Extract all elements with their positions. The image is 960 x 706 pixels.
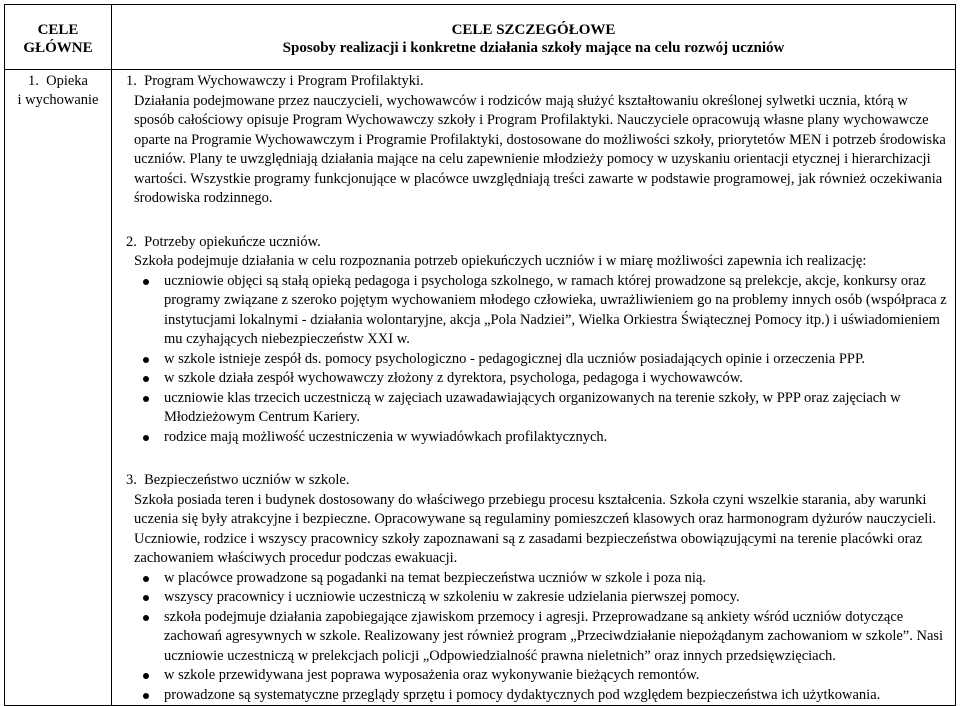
section-title: 2. Potrzeby opiekuńcze uczniów. [126,233,321,250]
section-safety [126,471,949,705]
list-item-text: w szkole działa zespół wychowawczy złożony z dyrektora, psychologa, pedagoga i wychowawców. [164,370,743,386]
content-row [5,70,956,706]
list-item [164,428,949,448]
bullet-icon [143,357,149,363]
list-item-text: w szkole istnieje zespół ds. pomocy psychologiczno - pedagogicznej dla uczniów posiadających opinie i orzeczenia PPP. [164,350,866,367]
detailed-goals-subtitle: Sposoby realizacji i konkretne działania szkoły mające na celu rozwój uczniów [282,40,785,56]
list-item-text: w szkole przewidywana jest poprawa wyposażenia oraz wykonywanie bieżących remontów. [164,667,700,683]
list-item-text: szkoła podejmuje działania zapobiegające zjawiskom przemocy i agresji. Przeprowadzane są ankiety wśród uczniów dotyczące zachowań agresywnych w szkole. Realizowany jest również program „Przeciwdziałanie niepożądanym zachowaniom w szkole”. Nasi uczniowie uczestniczą w prelekcjach policji „Odpowiedzialność prawna nieletnich” oraz innych przedsięwzięciach. [164,608,944,664]
detailed-goals-header [112,5,956,70]
section-title: 1. Program Wychowawczy i Program Profilaktyki. [126,73,424,89]
section-care-needs [126,233,949,448]
main-goals-line2: GŁÓWNE [23,40,93,56]
goal-label-line2: i wychowanie [17,92,99,108]
goals-table [4,4,956,706]
section-paragraph: Działania podejmowane przez nauczycieli, wychowawców i rodziców mają służyć kształtowaniu określonej sylwetki ucznia, którą w sposób całościowy opisuje Program Wychowawczy szkoły i Program Profilaktyki. Nauczyciele opracowują własne plany wychowawcze oparte na Programie Wychowawczym i Programie Profilaktyki, dostosowane do możliwości szkoły, priorytetów MEN i potrzeb środowiska uczniów. Plany te uwzględniają działania mające na celu zapewnienie młodzieży pomocy w uzyskaniu orientacji etycznej i hierarchizacji wartości. Wszystkie programy funkcjonujące w placówce uwzględniają treści zawarte w podstawie programowej, jak również oczekiwania środowiska rodzinnego. [134,92,946,206]
main-goals-line1: CELE [37,22,79,38]
list-item [164,686,949,706]
bullet-icon [143,279,149,285]
goal-label-cell [5,70,112,706]
list-item-text: w placówce prowadzone są pogadanki na temat bezpieczeństwa uczniów w szkole i poza nią. [164,569,706,586]
bullet-icon [143,396,149,402]
bullet-icon [143,615,149,621]
list-item [164,569,949,589]
bullet-icon [143,693,149,699]
goal-label-line1: 1. Opieka [28,73,88,89]
bullet-icon [143,576,149,582]
bullet-icon [143,595,149,601]
list-item-text: prowadzone są systematyczne przeglądy sprzętu i pomocy dydaktycznych pod względem bezpieczeństwa ich użytkowania. [164,686,881,703]
list-item [164,608,949,667]
header-row [5,5,956,70]
detailed-goals-title: CELE SZCZEGÓŁOWE [451,22,616,38]
goal-details-cell [112,70,956,706]
bullet-list [126,569,949,706]
bullet-list [126,272,949,448]
list-item-text: uczniowie klas trzecich uczestniczą w zajęciach uzawadawiających organizowanych na terenie szkoły, w PPP oraz zajęciach w Młodzieżowym Centrum Kariery. [164,389,901,425]
bullet-icon [143,376,149,382]
list-item [164,272,949,350]
section-intro: Szkoła podejmuje działania w celu rozpoznania potrzeb opiekuńczych uczniów i w miarę możliwości zapewnia ich realizację: [134,253,867,269]
list-item [164,588,949,608]
main-goals-header [5,5,112,70]
list-item [164,350,949,370]
section-intro: Szkoła posiada teren i budynek dostosowany do właściwego przebiegu procesu kształcenia. Szkoła czyni wszelkie starania, aby warunki uczenia się były atrakcyjne i bezpieczne. Opracowywane są regulaminy pomieszczeń klasowych oraz harmonogram dyżurów nauczycieli. Uczniowie, rodzice i wszyscy pracownicy szkoły zapoznawani są z zasadami bezpieczeństwa obowiązującymi na terenie placówki oraz zachowaniem właściwych procedur podczas ewakuacji. [134,491,936,566]
list-item-text: uczniowie objęci są stałą opieką pedagoga i psychologa szkolnego, w ramach której prowadzone są prelekcje, akcje, konkursy oraz programy związane z szeroko pojętym wychowaniem młodego człowieka, uwrażliwieniem go na problemy innych osób (współpraca z instytucjami lokalnymi - działania wolontaryjne, akcja „Pola Nadziei”, Wielka Orkiestra Świątecznej Pomocy itp.) i uświadomieniem mu czyhających niebezpieczeństw XXI w. [164,272,947,347]
section-title: 3. Bezpieczeństwo uczniów w szkole. [126,472,350,488]
list-item [164,369,949,389]
bullet-icon [143,435,149,441]
list-item-text: rodzice mają możliwość uczestniczenia w wywiadówkach profilaktycznych. [164,428,608,445]
list-item-text: wszyscy pracownicy i uczniowie uczestniczą w szkoleniu w zakresie udzielania pierwszej pomocy. [164,589,740,605]
list-item [164,389,949,428]
bullet-icon [143,673,149,679]
list-item [164,666,949,686]
section-programs [126,72,949,209]
